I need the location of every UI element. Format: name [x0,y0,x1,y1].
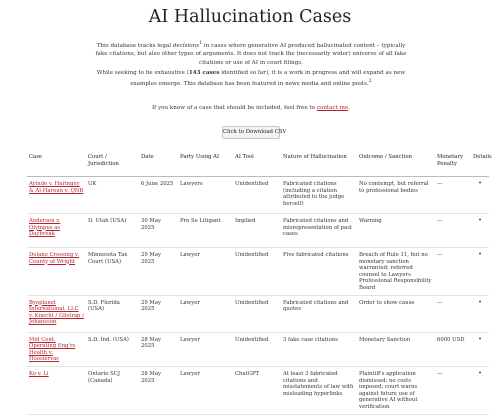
penalty-cell: — [435,366,471,414]
case-link[interactable]: Byoplanet International, LLC v. Knecht / Gilstrap / Johansson [29,299,84,326]
table-row [27,366,489,414]
ai-tool-cell: Unidentified [233,295,281,332]
table-row [27,177,489,214]
outcome-cell: Warning [357,214,435,248]
outcome-cell: Order to show cause [357,295,435,332]
party-cell: Lawyers [178,177,233,214]
column-header-case[interactable]: Case [27,152,86,177]
details-toggle[interactable]: • [471,177,489,214]
case-link[interactable]: Mid Cent. Operating Eng'rs Health v. Hoosiervac [29,336,76,363]
nature-cell: Fabricated citations (including a citation attributed to the judge herself) [281,177,357,214]
details-toggle[interactable]: • [471,295,489,332]
nature-cell: Fabricated citations and misrepresentation of past cases [281,214,357,248]
case-link[interactable]: Delano Crossing v. County of Wright [29,252,79,265]
party-cell: Lawyer [178,295,233,332]
ai-tool-cell: Unidentified [233,177,281,214]
column-header-party[interactable]: Party Using AI [178,152,233,177]
nature-cell: At least 3 fabricated citations and misstatements of law with misleading hyperlinks [281,366,357,414]
court-cell: UK [86,177,139,214]
date-cell: 28 May 2025 [139,366,178,414]
date-cell: 29 May 2025 [139,295,178,332]
case-cell [27,366,86,414]
case-cell [27,177,86,214]
court-cell: S.D. Ind. (USA) [86,332,139,366]
table-row [27,332,489,366]
column-header-date[interactable]: Date [139,152,178,177]
column-header-ai-tool[interactable]: AI Tool [233,152,281,177]
penalty-cell: — [435,248,471,296]
page-title: AI Hallucination Cases [148,7,352,27]
case-cell [27,295,86,332]
contact-link[interactable]: contact me [316,105,349,111]
penalty-cell: — [435,214,471,248]
outcome-cell: Plaintiff's application dismissed; no costs imposed; court warns against future use of generative AI without verification [357,366,435,414]
ai-tool-cell: Unidentified [233,332,281,366]
column-header-details[interactable]: Details [471,152,489,177]
outcome-cell: No contempt, but referral to professional bodies [357,177,435,214]
ai-tool-cell: Implied [233,214,281,248]
table-row [27,295,489,332]
column-header-penalty[interactable]: Monetary Penalty [435,152,471,177]
party-cell: Lawyer [178,366,233,414]
intro-text: While seeking to be exhaustive ( [96,70,189,76]
download-csv-button[interactable]: Click to Download CSV [222,126,280,139]
footnote-ref[interactable]: 2 [368,78,372,84]
case-cell [27,214,86,248]
intro-text: This database tracks legal [96,42,173,49]
date-cell: 29 May 2025 [139,248,178,296]
details-toggle[interactable]: • [471,366,489,414]
nature-cell: Five fabricated citations [281,248,357,296]
intro-text: identified so far), it is a work in progress and will expand as new examples emerge. This database has been featured in news media and online posts. [130,70,406,87]
penalty-cell: — [435,295,471,332]
nature-cell: Fabricated citations and quotes [281,295,357,332]
table-row [27,214,489,248]
intro-text: . [348,105,351,111]
intro-paragraph-3 [92,104,410,113]
outcome-cell: Monetary Sanction [357,332,435,366]
date-cell: 30 May 2025 [139,214,178,248]
intro-text: in cases where generative AI produced hallucinated content – typically fake citations, but also other types of arguments. It does not track the (necessarily wider) universe of all fake citations or use of AI in court filings. [95,42,407,67]
court-cell: Ontario SCJ (Canada) [86,366,139,414]
nature-cell: 3 fake case citations [281,332,357,366]
ai-tool-cell: ChatGPT [233,366,281,414]
intro-text: If you know of a case that should be included, feel free to [151,105,317,111]
party-cell: Pro Se Litigant [178,214,233,248]
penalty-cell: — [435,177,471,214]
footnote-ref[interactable]: 1 [199,41,203,46]
table-header-row [27,152,489,177]
column-header-outcome[interactable]: Outcome / Sanction [357,152,435,177]
details-toggle[interactable]: • [471,214,489,248]
table-row [27,248,489,296]
case-count: 143 cases [188,70,220,76]
court-cell: S.D. Florida (USA) [86,295,139,332]
date-cell: 28 May 2025 [139,332,178,366]
case-link[interactable]: Andersen v. Olympus as Daybreak [29,218,61,238]
intro-paragraph-1 [92,40,410,68]
outcome-cell: Breach of Rule 11, but no monetary sanction warranted; referred counsel to Lawyers Professional Responsibility Board [357,248,435,296]
party-cell: Lawyer [178,248,233,296]
column-header-court[interactable]: Court / Jurisdiction [86,152,139,177]
details-toggle[interactable]: • [471,248,489,296]
case-cell [27,332,86,366]
details-toggle[interactable]: • [471,332,489,366]
intro-emphasis: decisions [172,42,200,49]
court-cell: Minnesota Tax Court (USA) [86,248,139,296]
penalty-cell: 6000 USD [435,332,471,366]
date-cell: 6 June 2025 [139,177,178,214]
case-cell [27,248,86,296]
case-link[interactable]: Ayinde v. Haringey & Al-Haroun v. QNB [29,181,84,194]
ai-tool-cell: Unidentified [233,248,281,296]
court-cell: D. Utah (USA) [86,214,139,248]
party-cell: Lawyer [178,332,233,366]
intro-paragraph-2 [92,69,410,88]
cases-table [27,152,492,415]
case-link[interactable]: Ko v. Li [29,370,49,377]
column-header-nature[interactable]: Nature of Hallucination [281,152,357,177]
